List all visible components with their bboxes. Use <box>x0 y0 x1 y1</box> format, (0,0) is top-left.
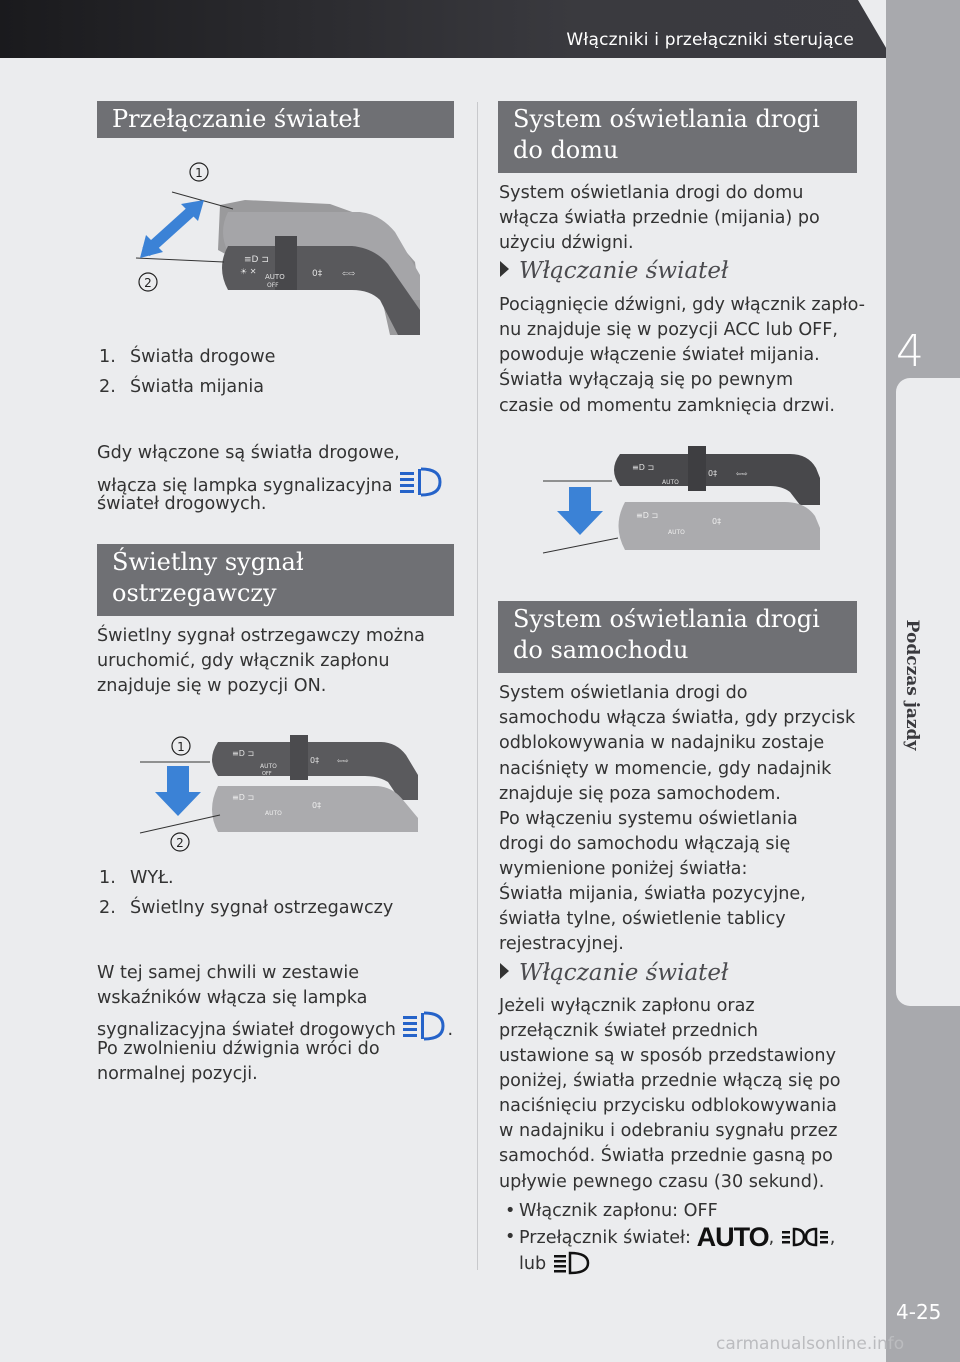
page-number: 4-25 <box>896 1300 942 1324</box>
lever-figure-flash <box>130 725 430 860</box>
body-text: Światła wyłączają się po pewnym <box>499 370 794 390</box>
svg-text:≡D ⊐: ≡D ⊐ <box>244 255 269 265</box>
section-heading-leaving-home: System oświetlania drogi do samochodu <box>498 601 857 673</box>
column-divider <box>477 102 478 1270</box>
body-text: sygnalizacyjna świateł drogowych . <box>97 1011 453 1043</box>
body-text: System oświetlania drogi do domu <box>499 183 804 203</box>
subheading-turn-on: Włączanie świateł <box>500 960 728 986</box>
high-beam-indicator-icon <box>398 467 444 497</box>
body-text: drogi do samochodu włączają się <box>499 834 791 854</box>
svg-text:1: 1 <box>195 166 203 180</box>
svg-text:0‡: 0‡ <box>712 517 722 526</box>
body-text: Po zwolnieniu dźwignia wróci do <box>97 1039 380 1059</box>
svg-text:AUTO: AUTO <box>260 763 277 770</box>
body-text: Jeżeli wyłącznik zapłonu oraz <box>499 996 755 1016</box>
body-text: włącza światła przednie (mijania) po <box>499 208 820 228</box>
svg-text:OFF: OFF <box>267 282 279 289</box>
list-item: lub <box>499 1251 859 1277</box>
chapter-title: Podczas jazdy <box>902 619 922 751</box>
svg-text:⇦⇨: ⇦⇨ <box>736 470 748 478</box>
body-text: świateł drogowych. <box>97 494 267 514</box>
watermark: carmanualsonline.info <box>716 1334 905 1354</box>
svg-text:☀ ✕: ☀ ✕ <box>240 267 257 276</box>
body-text: czasie od momentu zamknięcia drzwi. <box>499 396 835 416</box>
body-text: uruchomić, gdy włącznik zapłonu <box>97 651 390 671</box>
svg-text:0‡: 0‡ <box>310 756 320 765</box>
svg-text:1: 1 <box>177 740 185 754</box>
list-item: • Przełącznik świateł: AUTO, , <box>505 1222 836 1252</box>
bullet-list <box>499 1199 859 1277</box>
body-text: w nadajniku i odebraniu sygnału przez <box>499 1121 838 1141</box>
callout-list-2 <box>99 868 393 928</box>
list-item: 2. Świetlny sygnał ostrzegawczy <box>99 898 394 918</box>
body-text: znajduje się w pozycji ON. <box>97 676 327 696</box>
body-text: wymienione poniżej światła: <box>499 859 748 879</box>
callout-list-1 <box>99 347 275 407</box>
body-text: Światła mijania, światła pozycyjne, <box>499 884 806 904</box>
body-text: Po włączeniu systemu oświetlania <box>499 809 798 829</box>
svg-text:⇦⇨: ⇦⇨ <box>342 269 356 278</box>
parking-light-icon <box>780 1225 830 1249</box>
body-text: W tej samej chwili w zestawie <box>97 963 360 983</box>
list-item: 1. Światła drogowe <box>99 347 276 367</box>
svg-text:AUTO: AUTO <box>662 479 679 486</box>
svg-text:AUTO: AUTO <box>265 810 282 817</box>
body-text: znajduje się poza samochodem. <box>499 784 781 804</box>
subheading-turn-on: Włączanie świateł <box>500 258 728 284</box>
body-text: samochód. Światła przednie gasną po <box>499 1146 833 1166</box>
chapter-number: 4 <box>896 326 924 377</box>
body-text: System oświetlania drogi do <box>499 683 748 703</box>
svg-text:≡D ⊐: ≡D ⊐ <box>632 463 655 472</box>
svg-text:≡D ⊐: ≡D ⊐ <box>636 511 659 520</box>
body-text: nu znajduje się w pozycji ACC lub OFF, <box>499 320 839 340</box>
lever-figure-coming-home <box>540 440 825 560</box>
list-item: • Włącznik zapłonu: OFF <box>505 1201 718 1221</box>
body-text: światła tylne, oświetlenie tablicy <box>499 909 786 929</box>
body-text: wskaźników włącza się lampka <box>97 988 368 1008</box>
svg-text:OFF: OFF <box>262 771 272 777</box>
body-text: rejestracyjnej. <box>499 934 624 954</box>
section-heading-light-switching: Przełączanie świateł <box>97 101 454 138</box>
body-text: normalnej pozycji. <box>97 1064 258 1084</box>
list-item: 2. Światła mijania <box>99 377 265 397</box>
auto-mode-icon: AUTO <box>696 1222 769 1252</box>
body-text: Pociągnięcie dźwigni, gdy włącznik zapło- <box>499 295 866 315</box>
svg-text:2: 2 <box>176 836 184 850</box>
section-heading-flash-to-pass: Świetlny sygnał ostrzegawczy <box>97 544 454 616</box>
svg-text:≡D ⊐: ≡D ⊐ <box>232 793 255 802</box>
body-text: naciśnięciu przycisku odblokowywania <box>499 1096 837 1116</box>
body-text: upływie pewnego czasu (30 sekund). <box>499 1172 825 1192</box>
body-text: użyciu dźwigni. <box>499 233 634 253</box>
body-text: ustawione są w sposób przedstawiony <box>499 1046 836 1066</box>
body-text: przełącznik świateł przednich <box>499 1021 759 1041</box>
body-text: samochodu włącza światła, gdy przycisk <box>499 708 856 728</box>
body-text: odblokowywania w nadajniku zostaje <box>499 733 825 753</box>
body-text: poniżej, światła przednie włączą się po <box>499 1071 841 1091</box>
svg-text:2: 2 <box>144 276 152 290</box>
list-item: 1. WYŁ. <box>99 868 174 888</box>
body-text: Świetlny sygnał ostrzegawczy można <box>97 626 425 646</box>
svg-text:≡D ⊐: ≡D ⊐ <box>232 749 255 758</box>
section-heading-coming-home: System oświetlania drogi do domu <box>498 101 857 173</box>
body-text: naciśnięty w momencie, gdy nadajnik <box>499 759 832 779</box>
page-header-title: Włączniki i przełączniki sterujące <box>566 30 854 50</box>
svg-text:0‡: 0‡ <box>708 469 718 478</box>
body-text: Gdy włączone są światła drogowe, <box>97 443 400 463</box>
svg-text:0‡: 0‡ <box>312 269 323 279</box>
body-text: powoduje włączenie świateł mijania. <box>499 345 820 365</box>
low-beam-icon <box>552 1251 592 1275</box>
svg-text:AUTO: AUTO <box>668 529 685 536</box>
lever-figure-high-low <box>130 155 430 340</box>
svg-text:AUTO: AUTO <box>265 273 285 281</box>
svg-text:⇦⇨: ⇦⇨ <box>337 757 349 765</box>
high-beam-indicator-icon <box>401 1011 447 1041</box>
body-text: włącza się lampka sygnalizacyjna <box>97 467 444 499</box>
svg-text:0‡: 0‡ <box>312 801 322 810</box>
